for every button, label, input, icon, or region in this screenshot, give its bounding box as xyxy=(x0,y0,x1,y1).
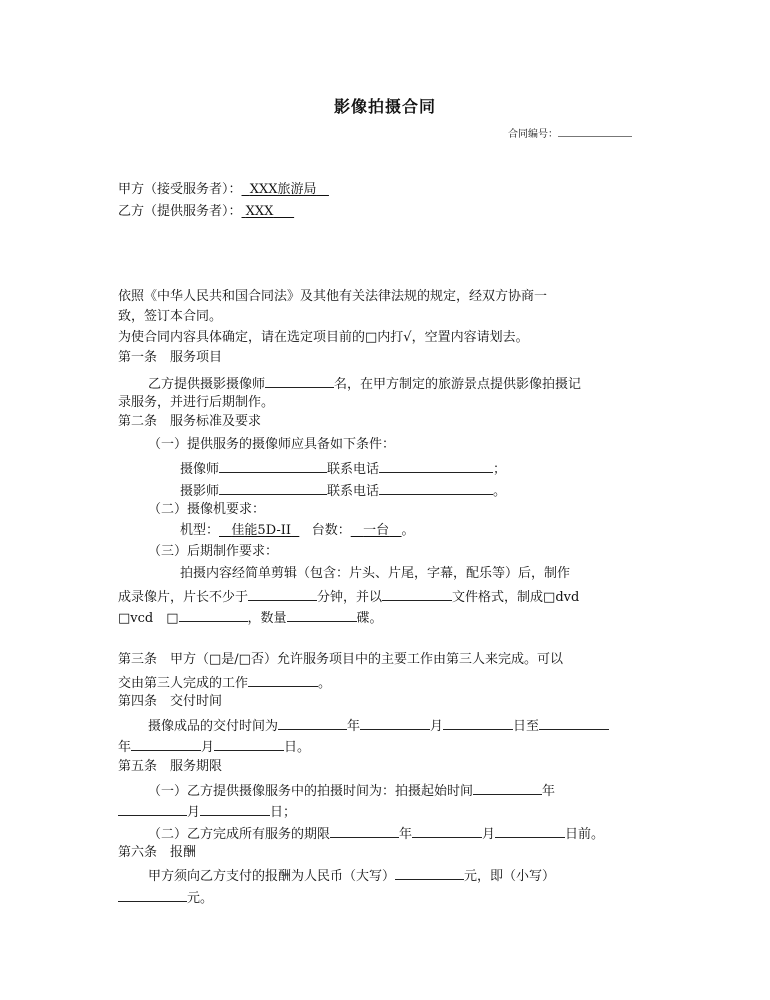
article-6-line-1: 甲方须向乙方支付的报酬为人民币（大写） 元，即（小写） xyxy=(148,864,555,887)
article-2-camera-line: 机型： 佳能5D-II 台数： 一台 。 xyxy=(180,523,415,538)
blank xyxy=(214,735,284,751)
camera-count-value: 一台 xyxy=(363,523,390,538)
blank xyxy=(248,671,318,687)
contract-number-label: 合同编号： xyxy=(508,129,558,140)
blank xyxy=(248,585,317,601)
article-2-photographer-line: 摄影师 联系电话 。 xyxy=(180,479,506,502)
blank xyxy=(360,714,430,730)
blank xyxy=(278,714,347,730)
party-b-value: XXX xyxy=(245,204,274,219)
party-b-label: 乙方（提供服务者）： xyxy=(118,204,242,219)
article-1-line-2: 录服务，并进行后期制作。 xyxy=(118,395,275,410)
blank xyxy=(131,735,201,751)
blank xyxy=(443,714,513,730)
article-2-section-3: （三）后期制作要求： xyxy=(148,544,279,559)
document-title: 影像拍摄合同 xyxy=(333,97,436,116)
blank xyxy=(539,714,609,730)
article-2-videographer-line: 摄像师 联系电话 ； xyxy=(180,457,506,480)
blank xyxy=(179,606,248,622)
blank xyxy=(118,886,187,902)
article-2-section-1: （一）提供服务的摄像师应具备如下条件： xyxy=(148,437,396,452)
camera-model-value: 佳能5D-II xyxy=(231,523,292,538)
blank xyxy=(473,779,542,795)
party-a-line xyxy=(118,180,329,200)
article-5-line-3: （二）乙方完成所有服务的期限 年 月 日前。 xyxy=(148,822,604,845)
article-6-title: 第六条 报酬 xyxy=(118,845,197,860)
blank xyxy=(118,800,187,816)
party-a-value: XXX旅游局 xyxy=(249,182,317,197)
article-4-line-2: 年 月 日。 xyxy=(118,735,310,758)
article-6-line-2: 元。 xyxy=(118,886,213,909)
blank xyxy=(379,479,493,495)
party-b-line xyxy=(118,202,294,222)
contract-number-blank xyxy=(558,127,632,137)
blank xyxy=(395,864,464,880)
blank xyxy=(330,822,399,838)
article-2-post-line-3: □vcd □ ，数量 碟。 xyxy=(118,606,383,629)
article-2-post-line-1: 拍摄内容经简单剪辑（包含：片头、片尾，字幕，配乐等）后，制作 xyxy=(180,566,571,581)
article-3-line-1: 第三条 甲方（□是/□否）允许服务项目中的主要工作由第三人来完成。可以 xyxy=(118,652,563,667)
article-1-line-1: 乙方提供摄影摄像师 名，在甲方制定的旅游景点提供影像拍摄记 xyxy=(148,372,581,395)
article-2-title: 第二条 服务标准及要求 xyxy=(118,414,262,429)
blank xyxy=(265,372,334,388)
intro-line-1: 依照《中华人民共和国合同法》及其他有关法律法规的规定，经双方协商一 xyxy=(118,289,548,304)
article-1-title: 第一条 服务项目 xyxy=(118,350,223,365)
blank xyxy=(495,822,565,838)
blank xyxy=(287,606,357,622)
article-2-section-2: （二）摄像机要求： xyxy=(148,502,266,517)
blank xyxy=(200,800,270,816)
article-3-line-2: 交由第三人完成的工作 。 xyxy=(118,671,331,694)
article-4-title: 第四条 交付时间 xyxy=(118,694,223,709)
blank xyxy=(219,457,327,473)
article-4-line-1: 摄像成品的交付时间为 年 月 日至 xyxy=(148,714,609,737)
party-a-label: 甲方（接受服务者）： xyxy=(118,182,242,197)
article-2-post-line-2: 成录像片，片长不少于 分钟，并以 文件格式，制成□dvd xyxy=(118,585,579,608)
blank xyxy=(412,822,482,838)
intro-line-2: 致，签订本合同。 xyxy=(118,309,223,324)
article-5-title: 第五条 服务期限 xyxy=(118,759,223,774)
contract-number xyxy=(508,125,632,140)
intro-line-3: 为使合同内容具体确定，请在选定项目前的□内打√，空置内容请划去。 xyxy=(118,330,529,345)
article-5-line-1: （一）乙方提供摄像服务中的拍摄时间为：拍摄起始时间 年 xyxy=(148,779,555,802)
article-5-line-2: 月 日； xyxy=(118,800,296,823)
blank xyxy=(382,585,452,601)
blank xyxy=(219,479,327,495)
blank xyxy=(379,457,493,473)
